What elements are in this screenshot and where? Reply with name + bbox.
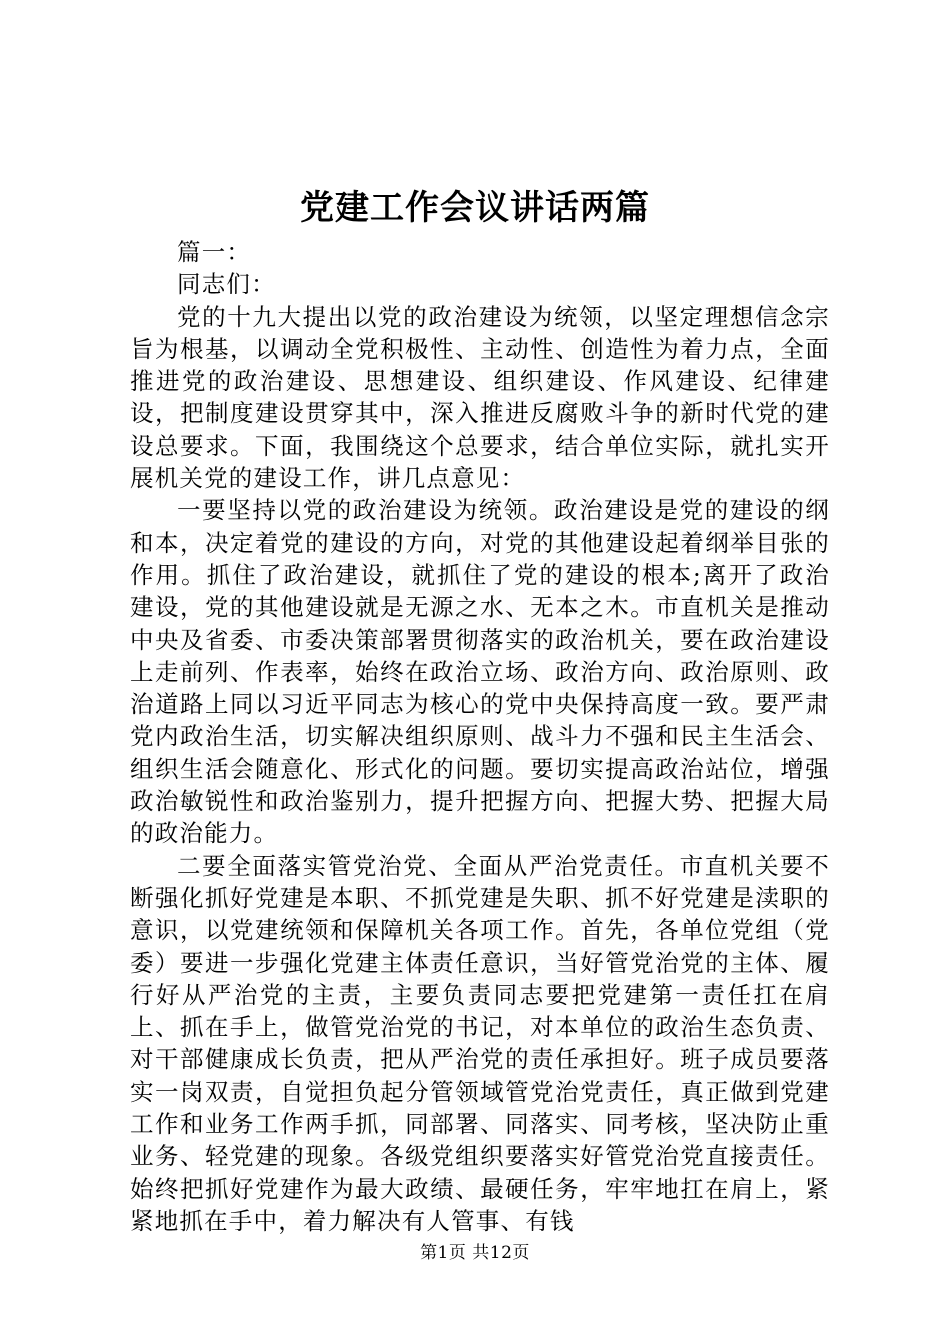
salutation: 同志们：	[177, 270, 276, 299]
point-one-paragraph: 一要坚持以党的政治建设为统领。政治建设是党的建设的纲和本，决定着党的建设的方向，对党的其他建设起着纲举目张的作用。抓住了政治建设，就抓住了党的建设的根本;离开了政治建设，党的其他建设就是无源之水、无本之木。市直机关是推动中央及省委、市委决策部署贯彻落实的政治机关，要在政治建设上走前列、作表率，始终在政治立场、政治方向、政治原则、政治道路上同以习近平同志为核心的党中央保持高度一致。要严肃党内政治生活，切实解决组织原则、战斗力不强和民主生活会、组织生活会随意化、形式化的问题。要切实提高政治站位，增强政治敏锐性和政治鉴别力，提升把握方向、把握大势、把握大局的政治能力。	[130, 496, 830, 848]
section-heading: 篇一：	[177, 238, 252, 266]
page-footer: 第1页 共12页	[420, 1243, 530, 1263]
intro-paragraph: 党的十九大提出以党的政治建设为统领，以坚定理想信念宗旨为根基，以调动全党积极性、主动性、创造性为着力点，全面推进党的政治建设、思想建设、组织建设、作风建设、纪律建设，把制度建设贯穿其中，深入推进反腐败斗争的新时代党的建设总要求。下面，我围绕这个总要求，结合单位实际，就扎实开展机关党的建设工作，讲几点意见：	[130, 302, 830, 493]
document-title: 党建工作会议讲话两篇	[300, 188, 650, 228]
document-body	[130, 236, 830, 1237]
point-two-paragraph: 二要全面落实管党治党、全面从严治党责任。市直机关要不断强化抓好党建是本职、不抓党建是失职、抓不好党建是渎职的意识，以党建统领和保障机关各项工作。首先，各单位党组（党委）要进一步强化党建主体责任意识，当好管党治党的主体、履行好从严治党的主责，主要负责同志要把党建第一责任扛在肩上、抓在手上，做管党治党的书记，对本单位的政治生态负责、对干部健康成长负责，把从严治党的责任承担好。班子成员要落实一岗双责，自觉担负起分管领域管党治党责任，真正做到党建工作和业务工作两手抓，同部署、同落实、同考核，坚决防止重业务、轻党建的现象。各级党组织要落实好管党治党直接责任。始终把抓好党建作为最大政绩、最硬任务，牢牢地扛在肩上，紧紧地抓在手中，着力解决有人管事、有钱	[130, 851, 830, 1235]
